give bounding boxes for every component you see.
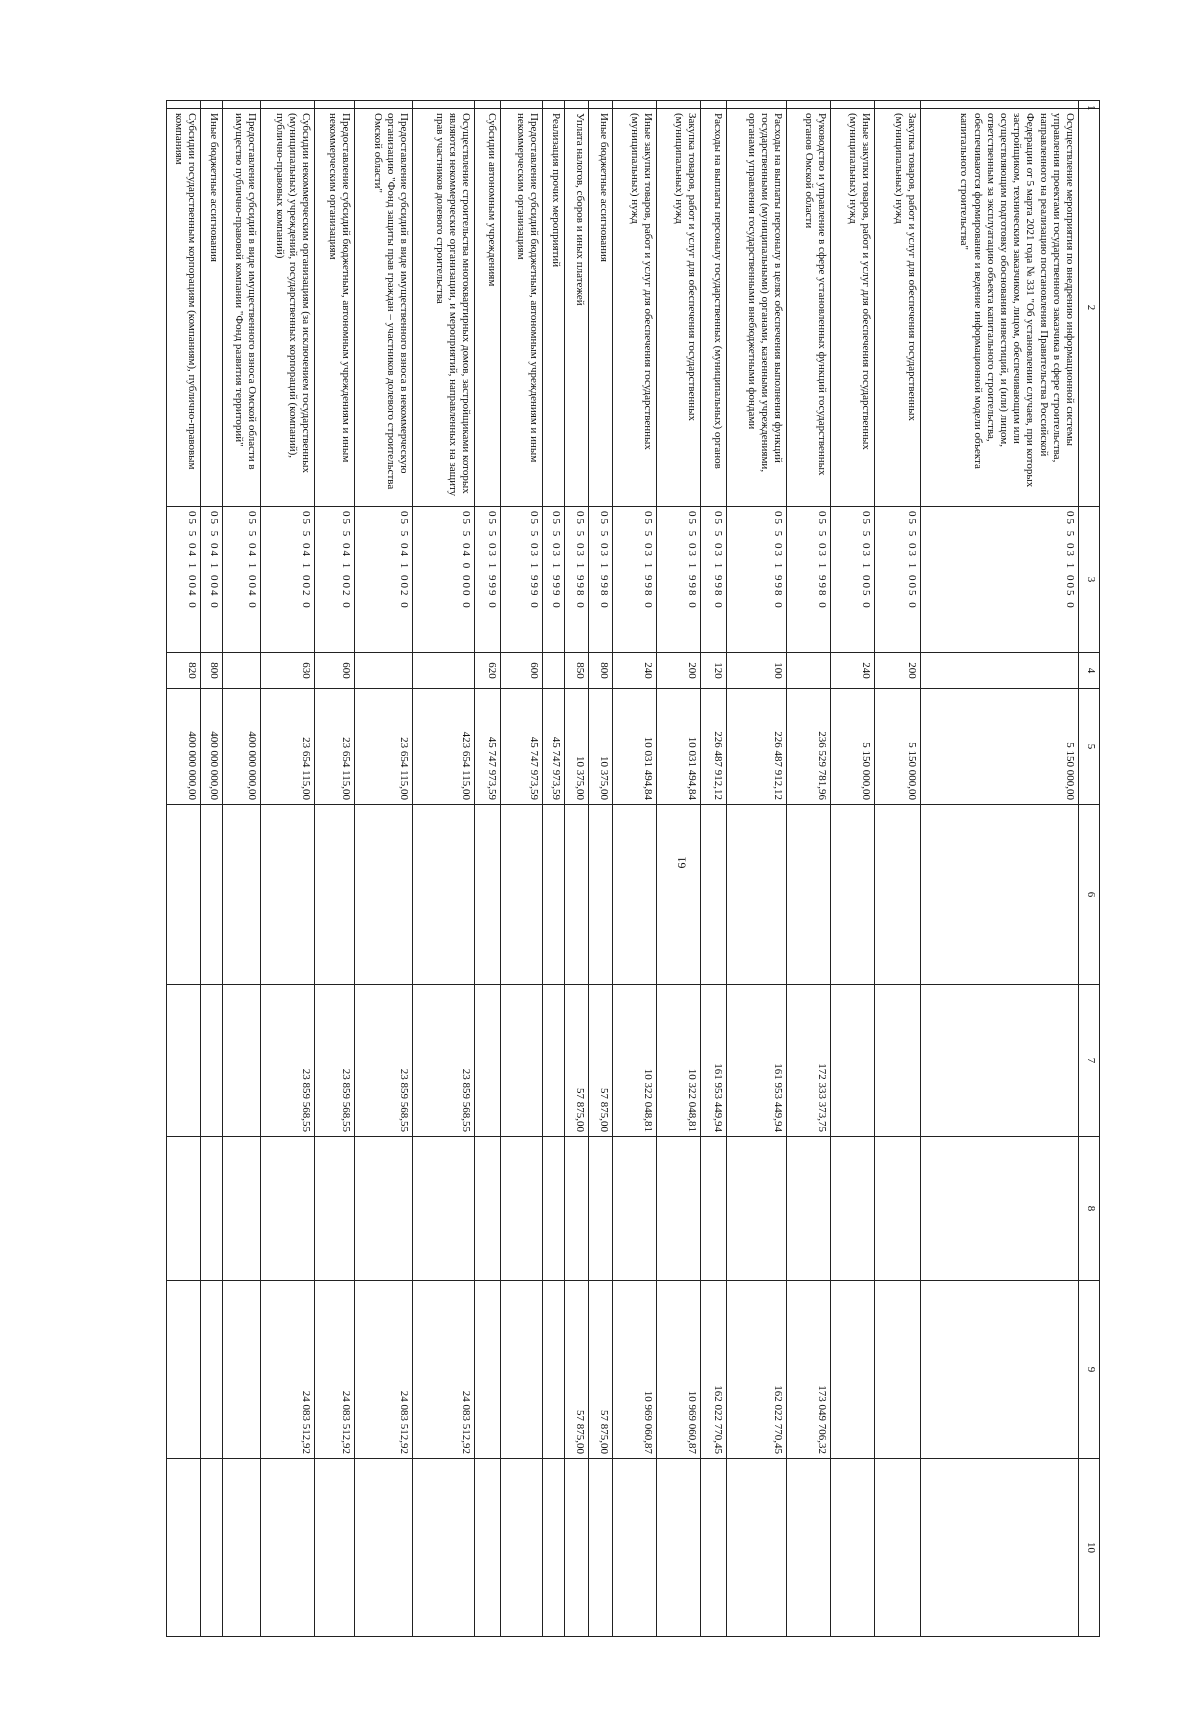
row-value-8-cell: [657, 1137, 701, 1281]
row-value-9-cell: [501, 1281, 543, 1459]
row-code-cell: 05 5 04 1 002 0: [315, 507, 355, 653]
row-name-cell: Иные бюджетные ассигнования: [201, 109, 223, 507]
row-value-6-cell: [727, 805, 787, 985]
row-vr-cell: 600: [315, 653, 355, 689]
row-value-9-cell: [223, 1281, 261, 1459]
table-row: [831, 101, 875, 1637]
row-value-5-cell: 423 654 115,00: [413, 689, 475, 805]
row-vr-cell: 850: [565, 653, 589, 689]
row-value-10-cell: [589, 1459, 613, 1637]
row-index-cell: [565, 101, 589, 109]
row-value-6-cell: [223, 805, 261, 985]
row-value-10-cell: [787, 1459, 831, 1637]
row-value-5-cell: 45 747 973,59: [475, 689, 501, 805]
row-value-7-cell: 161 953 449,94: [727, 985, 787, 1137]
row-value-10-cell: [543, 1459, 565, 1637]
row-name-cell: Иные бюджетные ассигнования: [589, 109, 613, 507]
table-row: [413, 101, 475, 1637]
row-vr-cell: [413, 653, 475, 689]
row-value-7-cell: 23 859 568,55: [413, 985, 475, 1137]
row-value-9-cell: 162 022 770,45: [727, 1281, 787, 1459]
row-index-cell: [167, 101, 201, 109]
row-value-10-cell: [831, 1459, 875, 1637]
row-value-6-cell: [613, 805, 657, 985]
row-code-cell: 05 5 04 1 002 0: [261, 507, 315, 653]
row-code-cell: 05 5 03 1 999 0: [475, 507, 501, 653]
row-name-cell: Закупка товаров, работ и услуг для обеспечения государственных (муниципальных) нужд: [657, 109, 701, 507]
page-number: 61: [674, 856, 689, 869]
row-name-cell: Осуществление мероприятия по внедрению информационной системы управления проектами государственного заказчика в сфере строительства, направленного на реализацию постановления Правительства Российской Федерации от 5 марта 2021 года № 331 "Об установлении случаев, при которых застройщиком, техническим заказчиком, лицом, обеспечивающим или осуществляющим подготовку обоснования инвестиций, и (или) лицом, ответственным за эксплуатацию объекта капитального строительства, обеспечиваются формирование и ведение информационной модели объекта капитального строительства": [921, 109, 1079, 507]
row-value-10-cell: [875, 1459, 921, 1637]
row-value-8-cell: [475, 1137, 501, 1281]
row-value-9-cell: 162 022 770,45: [701, 1281, 727, 1459]
row-code-cell: 05 5 04 1 002 0: [355, 507, 413, 653]
row-value-9-cell: [831, 1281, 875, 1459]
row-index-cell: [501, 101, 543, 109]
row-value-7-cell: [543, 985, 565, 1137]
row-code-cell: 05 5 03 1 998 0: [727, 507, 787, 653]
row-vr-cell: [787, 653, 831, 689]
header-cell: 8: [1079, 1137, 1100, 1281]
row-value-5-cell: 23 654 115,00: [355, 689, 413, 805]
row-value-7-cell: 10 322 048,81: [657, 985, 701, 1137]
row-name-cell: Субсидии государственным корпорациям (компаниям), публично-правовым компаниям: [167, 109, 201, 507]
row-name-cell: Закупка товаров, работ и услуг для обеспечения государственных (муниципальных) нужд: [875, 109, 921, 507]
row-value-9-cell: [201, 1281, 223, 1459]
row-value-8-cell: [727, 1137, 787, 1281]
header-cell: 6: [1079, 805, 1100, 985]
row-index-cell: [413, 101, 475, 109]
row-value-7-cell: 161 953 449,94: [701, 985, 727, 1137]
row-name-cell: Иные закупки товаров, работ и услуг для обеспечения государственных (муниципальных) нужд: [831, 109, 875, 507]
table-row: [787, 101, 831, 1637]
row-value-5-cell: 400 000 000,00: [167, 689, 201, 805]
row-value-6-cell: [875, 805, 921, 985]
row-value-7-cell: 23 859 568,55: [355, 985, 413, 1137]
row-index-cell: [315, 101, 355, 109]
header-cell: 2: [1079, 109, 1100, 507]
row-value-5-cell: 5 150 000,00: [921, 689, 1079, 805]
row-value-5-cell: 226 487 912,12: [701, 689, 727, 805]
row-value-8-cell: [501, 1137, 543, 1281]
row-name-cell: Предоставление субсидий бюджетным, автономным учреждениям и иным некоммерческим организациям: [501, 109, 543, 507]
row-value-9-cell: 24 083 512,92: [413, 1281, 475, 1459]
table-body: [167, 101, 1079, 1637]
table-row: [167, 101, 201, 1637]
row-code-cell: 05 5 03 1 998 0: [701, 507, 727, 653]
row-value-6-cell: [701, 805, 727, 985]
row-code-cell: 05 5 04 0 000 0: [413, 507, 475, 653]
row-value-7-cell: [201, 985, 223, 1137]
row-value-5-cell: 45 747 973,59: [501, 689, 543, 805]
row-name-cell: Расходы на выплаты персоналу государственных (муниципальных) органов: [701, 109, 727, 507]
row-name-cell: Предоставление субсидий в виде имущественного взноса Омской области в имущество публично-правовой компании "Фонд развития территорий": [223, 109, 261, 507]
row-value-10-cell: [701, 1459, 727, 1637]
row-code-cell: 05 5 03 1 005 0: [831, 507, 875, 653]
header-cell: 9: [1079, 1281, 1100, 1459]
row-value-6-cell: [921, 805, 1079, 985]
row-value-10-cell: [355, 1459, 413, 1637]
row-value-6-cell: [787, 805, 831, 985]
row-value-6-cell: [501, 805, 543, 985]
table-row: [543, 101, 565, 1637]
row-value-9-cell: 10 969 060,87: [613, 1281, 657, 1459]
row-value-5-cell: 5 150 000,00: [875, 689, 921, 805]
row-value-8-cell: [831, 1137, 875, 1281]
row-value-10-cell: [261, 1459, 315, 1637]
row-vr-cell: 600: [501, 653, 543, 689]
row-value-8-cell: [315, 1137, 355, 1281]
table-row: [223, 101, 261, 1637]
table-row: [657, 101, 701, 1637]
row-value-5-cell: 226 487 912,12: [727, 689, 787, 805]
row-value-6-cell: [201, 805, 223, 985]
row-vr-cell: 200: [657, 653, 701, 689]
row-vr-cell: 240: [613, 653, 657, 689]
row-index-cell: [727, 101, 787, 109]
row-index-cell: [921, 101, 1079, 109]
row-value-6-cell: [831, 805, 875, 985]
row-value-6-cell: [589, 805, 613, 985]
table-row: [315, 101, 355, 1637]
row-value-9-cell: 10 969 060,87: [657, 1281, 701, 1459]
row-name-cell: Субсидии автономным учреждениям: [475, 109, 501, 507]
row-value-10-cell: [315, 1459, 355, 1637]
row-value-5-cell: 236 529 781,96: [787, 689, 831, 805]
row-index-cell: [355, 101, 413, 109]
row-value-7-cell: [167, 985, 201, 1137]
row-code-cell: 05 5 03 1 999 0: [501, 507, 543, 653]
row-code-cell: 05 5 03 1 998 0: [787, 507, 831, 653]
table-row: [701, 101, 727, 1637]
row-index-cell: [787, 101, 831, 109]
row-value-6-cell: [315, 805, 355, 985]
row-value-10-cell: [201, 1459, 223, 1637]
row-name-cell: Предоставление субсидий бюджетным, автономным учреждениям и иным некоммерческим организациям: [315, 109, 355, 507]
row-code-cell: 05 5 04 1 004 0: [223, 507, 261, 653]
row-value-8-cell: [921, 1137, 1079, 1281]
rotated-table-wrapper: [100, 100, 1100, 1636]
row-value-10-cell: [565, 1459, 589, 1637]
row-value-9-cell: 173 049 706,32: [787, 1281, 831, 1459]
row-value-6-cell: [413, 805, 475, 985]
row-vr-cell: 800: [589, 653, 613, 689]
row-index-cell: [589, 101, 613, 109]
row-value-10-cell: [223, 1459, 261, 1637]
row-value-7-cell: [501, 985, 543, 1137]
row-vr-cell: 620: [475, 653, 501, 689]
row-value-5-cell: 5 150 000,00: [831, 689, 875, 805]
row-name-cell: Уплата налогов, сборов и иных платежей: [565, 109, 589, 507]
row-value-7-cell: 10 322 048,81: [613, 985, 657, 1137]
row-value-8-cell: [167, 1137, 201, 1281]
row-vr-cell: 120: [701, 653, 727, 689]
row-value-8-cell: [701, 1137, 727, 1281]
row-value-8-cell: [787, 1137, 831, 1281]
row-value-5-cell: 45 747 973,59: [543, 689, 565, 805]
row-name-cell: Предоставление субсидий в виде имущественного взноса в некоммерческую организацию "Фонд защиты прав граждан – участников долевого строительства Омской области": [355, 109, 413, 507]
row-value-5-cell: 10 375,00: [589, 689, 613, 805]
table-row: [475, 101, 501, 1637]
row-value-6-cell: [543, 805, 565, 985]
row-value-10-cell: [727, 1459, 787, 1637]
row-code-cell: 05 5 03 1 998 0: [613, 507, 657, 653]
row-value-10-cell: [413, 1459, 475, 1637]
row-code-cell: 05 5 04 1 004 0: [167, 507, 201, 653]
row-value-7-cell: [875, 985, 921, 1137]
row-value-8-cell: [223, 1137, 261, 1281]
table-row: [261, 101, 315, 1637]
row-value-9-cell: [543, 1281, 565, 1459]
row-value-9-cell: [475, 1281, 501, 1459]
row-value-7-cell: 57 875,00: [565, 985, 589, 1137]
row-value-5-cell: 400 000 000,00: [223, 689, 261, 805]
header-cell: 7: [1079, 985, 1100, 1137]
row-value-10-cell: [613, 1459, 657, 1637]
row-index-cell: [201, 101, 223, 109]
row-index-cell: [475, 101, 501, 109]
table-row: [921, 101, 1079, 1637]
table-row: [875, 101, 921, 1637]
row-index-cell: [613, 101, 657, 109]
row-value-8-cell: [413, 1137, 475, 1281]
row-value-5-cell: 10 031 494,84: [613, 689, 657, 805]
row-value-10-cell: [167, 1459, 201, 1637]
row-code-cell: 05 5 03 1 998 0: [657, 507, 701, 653]
row-value-8-cell: [543, 1137, 565, 1281]
row-value-10-cell: [501, 1459, 543, 1637]
row-vr-cell: 240: [831, 653, 875, 689]
row-value-7-cell: 23 859 568,55: [315, 985, 355, 1137]
row-value-6-cell: [657, 805, 701, 985]
row-value-6-cell: [565, 805, 589, 985]
row-name-cell: Субсидии некоммерческим организациям (за исключением государственных (муниципальных) учреждений, государственных корпораций (компаний), публично-правовых компаний): [261, 109, 315, 507]
row-value-9-cell: [921, 1281, 1079, 1459]
row-value-9-cell: 24 083 512,92: [315, 1281, 355, 1459]
row-name-cell: Реализация прочих мероприятий: [543, 109, 565, 507]
table-row: [613, 101, 657, 1637]
row-value-7-cell: [223, 985, 261, 1137]
row-vr-cell: 200: [875, 653, 921, 689]
row-vr-cell: [355, 653, 413, 689]
row-value-8-cell: [589, 1137, 613, 1281]
row-name-cell: Осуществление строительства многоквартирных домов, застройщиками которых являются некоммерческие организации, и мероприятий, направленных на защиту прав участников долевого строительства: [413, 109, 475, 507]
row-value-5-cell: 10 375,00: [565, 689, 589, 805]
table-header-row: [1079, 101, 1100, 1637]
row-value-7-cell: [831, 985, 875, 1137]
row-vr-cell: [223, 653, 261, 689]
row-value-8-cell: [201, 1137, 223, 1281]
row-value-9-cell: 24 083 512,92: [355, 1281, 413, 1459]
row-index-cell: [831, 101, 875, 109]
row-value-8-cell: [261, 1137, 315, 1281]
row-code-cell: 05 5 03 1 005 0: [875, 507, 921, 653]
row-value-8-cell: [355, 1137, 413, 1281]
row-name-cell: Расходы на выплаты персоналу в целях обеспечения выполнения функций государственными (муниципальными) органами, казенными учреждениями, органами управления государственными внебюджетными фондами: [727, 109, 787, 507]
row-value-5-cell: 400 000 000,00: [201, 689, 223, 805]
row-vr-cell: 100: [727, 653, 787, 689]
row-vr-cell: 820: [167, 653, 201, 689]
row-vr-cell: [921, 653, 1079, 689]
header-cell: 5: [1079, 689, 1100, 805]
row-value-10-cell: [921, 1459, 1079, 1637]
row-vr-cell: [543, 653, 565, 689]
header-cell: 1: [1079, 101, 1100, 109]
header-cell: 10: [1079, 1459, 1100, 1637]
row-value-9-cell: 57 875,00: [589, 1281, 613, 1459]
header-cell: 3: [1079, 507, 1100, 653]
budget-table: [166, 100, 1100, 1637]
row-value-7-cell: 172 333 373,75: [787, 985, 831, 1137]
row-index-cell: [543, 101, 565, 109]
row-value-8-cell: [875, 1137, 921, 1281]
row-index-cell: [223, 101, 261, 109]
row-value-7-cell: [475, 985, 501, 1137]
row-value-6-cell: [475, 805, 501, 985]
table-row: [355, 101, 413, 1637]
row-name-cell: Руководство и управление в сфере установленных функций государственных органов Омской области: [787, 109, 831, 507]
row-value-5-cell: 23 654 115,00: [315, 689, 355, 805]
row-code-cell: 05 5 03 1 998 0: [589, 507, 613, 653]
row-index-cell: [657, 101, 701, 109]
row-value-8-cell: [613, 1137, 657, 1281]
row-code-cell: 05 5 03 1 999 0: [543, 507, 565, 653]
row-value-7-cell: 23 859 568,55: [261, 985, 315, 1137]
row-value-6-cell: [261, 805, 315, 985]
row-value-9-cell: [875, 1281, 921, 1459]
table-row: [201, 101, 223, 1637]
row-value-9-cell: 57 875,00: [565, 1281, 589, 1459]
row-value-7-cell: [921, 985, 1079, 1137]
row-code-cell: 05 5 04 1 004 0: [201, 507, 223, 653]
table-row: [589, 101, 613, 1637]
table-row: [565, 101, 589, 1637]
row-value-9-cell: 24 083 512,92: [261, 1281, 315, 1459]
row-value-6-cell: [355, 805, 413, 985]
row-vr-cell: 630: [261, 653, 315, 689]
row-value-5-cell: 23 654 115,00: [261, 689, 315, 805]
row-index-cell: [701, 101, 727, 109]
row-name-cell: Иные закупки товаров, работ и услуг для обеспечения государственных (муниципальных) нужд: [613, 109, 657, 507]
row-value-6-cell: [167, 805, 201, 985]
row-value-5-cell: 10 031 494,84: [657, 689, 701, 805]
row-value-10-cell: [475, 1459, 501, 1637]
row-index-cell: [875, 101, 921, 109]
row-value-10-cell: [657, 1459, 701, 1637]
table-row: [727, 101, 787, 1637]
table-row: [501, 101, 543, 1637]
row-vr-cell: 800: [201, 653, 223, 689]
row-value-9-cell: [167, 1281, 201, 1459]
row-code-cell: 05 5 03 1 005 0: [921, 507, 1079, 653]
row-value-7-cell: 57 875,00: [589, 985, 613, 1137]
row-value-8-cell: [565, 1137, 589, 1281]
row-code-cell: 05 5 03 1 998 0: [565, 507, 589, 653]
row-index-cell: [261, 101, 315, 109]
header-cell: 4: [1079, 653, 1100, 689]
